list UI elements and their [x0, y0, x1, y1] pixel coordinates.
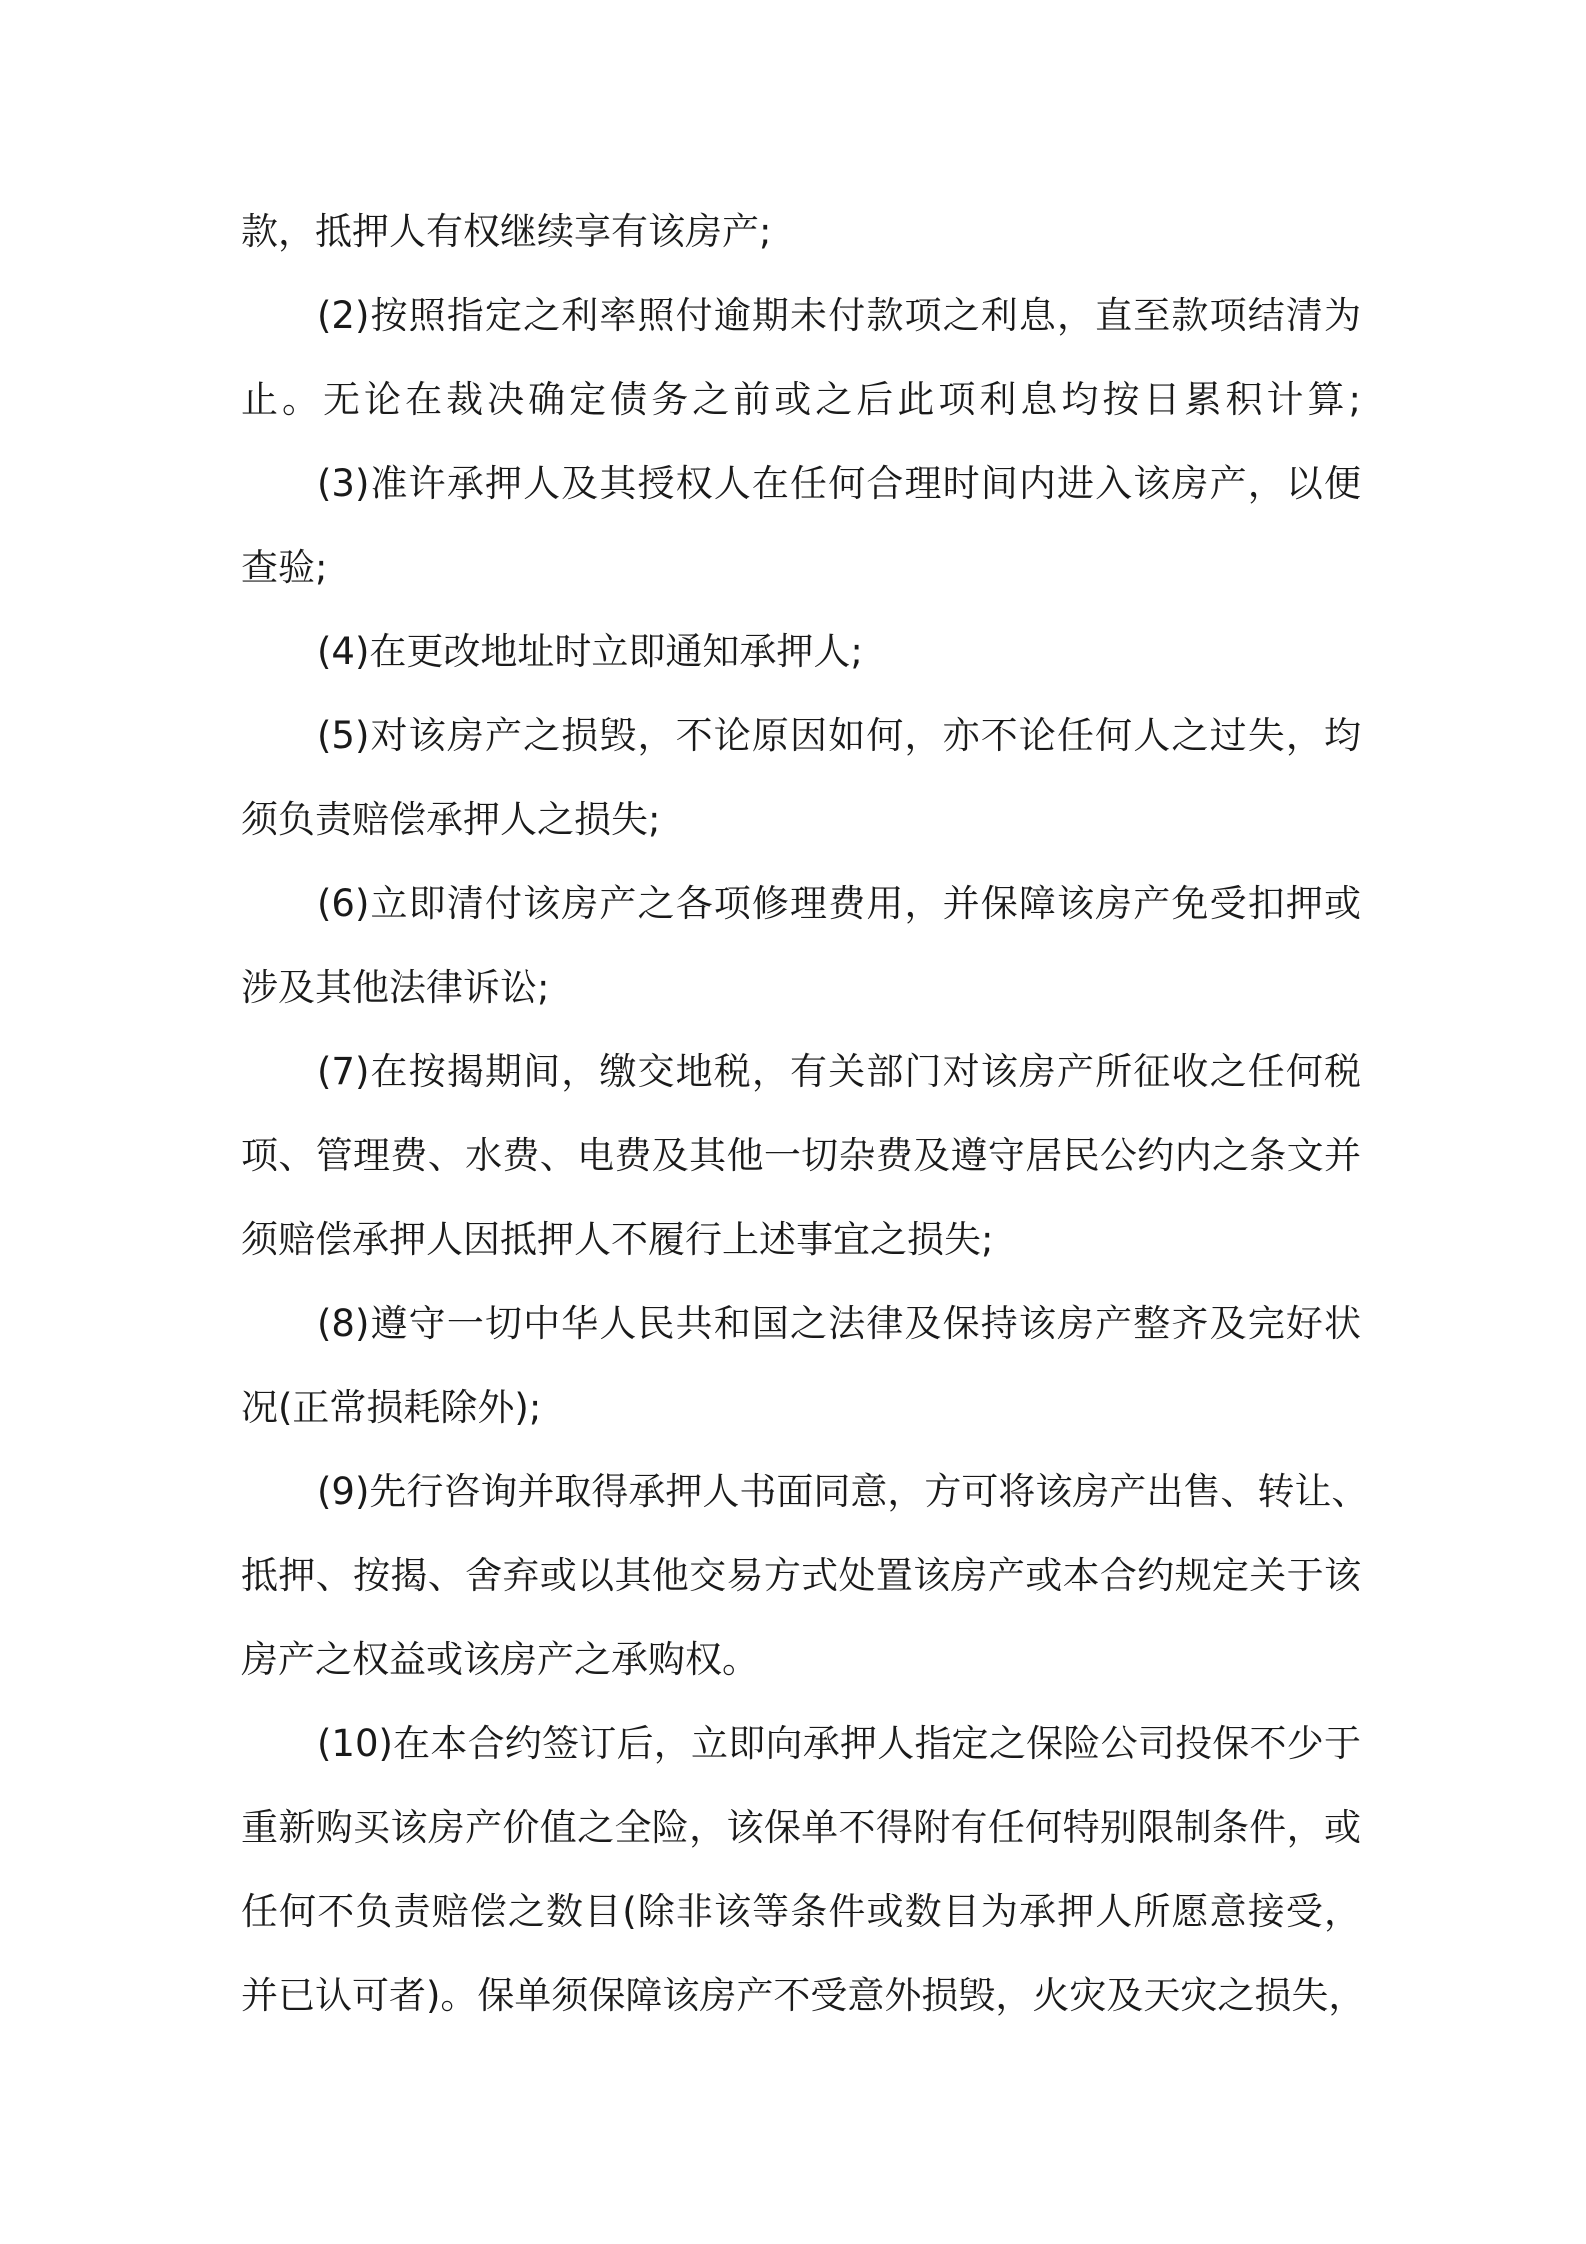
text-line: (3)准许承押人及其授权人在任何合理时间内进入该房产，以便 — [317, 462, 1361, 505]
text-line: (6)立即清付该房产之各项修理费用，并保障该房产免受扣押或 — [317, 882, 1361, 925]
text-line: (4)在更改地址时立即通知承押人; — [317, 630, 863, 673]
text-line: 须负责赔偿承押人之损失; — [241, 798, 661, 841]
text-line: 任何不负责赔偿之数目(除非该等条件或数目为承押人所愿意接受， — [241, 1890, 1361, 1933]
text-line: (5)对该房产之损毁，不论原因如何，亦不论任何人之过失，均 — [317, 714, 1361, 757]
text-line: 项、管理费、水费、电费及其他一切杂费及遵守居民公约内之条文并 — [241, 1134, 1361, 1177]
document-body — [241, 190, 1369, 2038]
text-line: (9)先行咨询并取得承押人书面同意，方可将该房产出售、转让、 — [317, 1470, 1369, 1513]
text-line: 并已认可者)。保单须保障该房产不受意外损毁，火灾及天灾之损失， — [241, 1974, 1366, 2017]
text-line: (8)遵守一切中华人民共和国之法律及保持该房产整齐及完好状 — [317, 1302, 1361, 1345]
text-line: 涉及其他法律诉讼; — [241, 966, 550, 1009]
text-line: 房产之权益或该房产之承购权。 — [241, 1638, 759, 1681]
text-line: 重新购买该房产价值之全险，该保单不得附有任何特别限制条件，或 — [241, 1806, 1361, 1849]
text-line: 款，抵押人有权继续享有该房产; — [241, 210, 772, 253]
text-line: 抵押、按揭、舍弃或以其他交易方式处置该房产或本合约规定关于该 — [241, 1554, 1361, 1597]
text-line: 查验; — [241, 546, 328, 589]
text-line: (10)在本合约签订后，立即向承押人指定之保险公司投保不少于 — [317, 1722, 1361, 1765]
text-line: (2)按照指定之利率照付逾期未付款项之利息，直至款项结清为 — [317, 294, 1361, 337]
text-line: 须赔偿承押人因抵押人不履行上述事宜之损失; — [241, 1218, 994, 1261]
text-line: (7)在按揭期间，缴交地税，有关部门对该房产所征收之任何税 — [317, 1050, 1361, 1093]
text-line: 况(正常损耗除外); — [241, 1386, 542, 1429]
text-line: 止。无论在裁决确定债务之前或之后此项利息均按日累积计算; — [241, 378, 1361, 421]
